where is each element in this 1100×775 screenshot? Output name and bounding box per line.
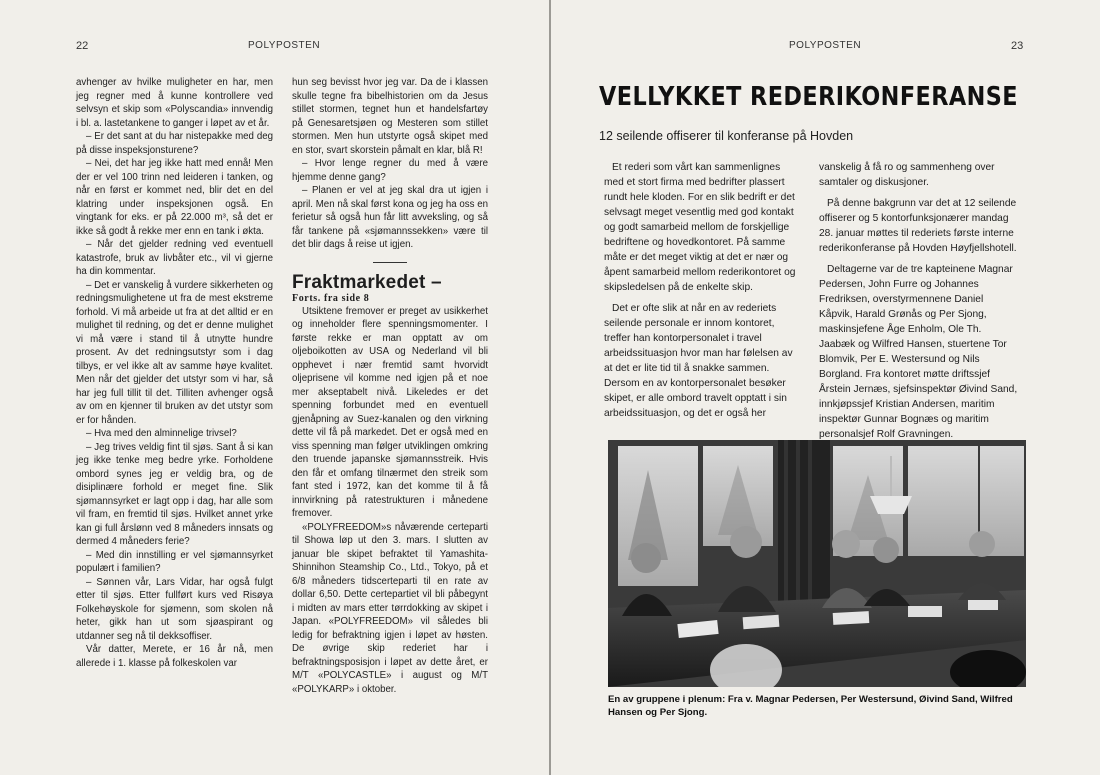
section-divider <box>373 262 407 263</box>
paragraph: På denne bakgrunn var det at 12 seilende offiserer og 5 kontorfunksjonærer mandag 28. januar møttes til rederiets første interne rederikonferanse på Hovden Høyfjellshotell. <box>819 198 1017 254</box>
paragraph: – Det er vanskelig å vurdere sikkerheten og redningsmulighetene ut fra de mest ekstreme forhold. Vi må arbeide ut fra at det alltid er en mulighet til redning, og det er denne mulighet vi må være i stand til å utnytte hundre prosent. Av det redningsutstyr som i dag tilbys, er vel ikke alt av samme høye kvalitet. Men når det gjelder det utstyr som vi har, så har jeg full tillit til det. Tilliten avhenger også av om en kjenner til bruken av det utstyr som er for hånden. <box>76 279 273 426</box>
left-column-1 <box>76 76 273 670</box>
paragraph: – Jeg trives veldig fint til sjøs. Sant å si kan jeg ikke tenke meg bedre yrke. Forholdene ombord synes jeg er veldig bra, og de disiplinære forhold er meget fine. Slik sjømannsyrket er lagt opp i dag, har alle som vil fram, en fremtid til sjøs. Hvilket annet yrke kan gi full årslønn ved 8 måneders innsats og dermed 4 måneders ferie? <box>76 441 273 547</box>
article-title: VELLYKKET REDERIKONFERANSE <box>599 82 1019 112</box>
paragraph: avhenger av hvilke muligheter en har, men jeg regner med å kunne kontrollere ved selvsyn et skip som «Polyscandia» innvendig i bl. a. lastetankene to ganger i løpet av et år. <box>76 77 273 129</box>
paragraph: Deltagerne var de tre kapteinene Magnar Pedersen, John Furre og Johannes Fredriksen, overstyrmennene Daniel Kåpvik, Harald Grønås og Per Sjong, maskinsjefene Åge Enholm, Ole Th. Jaabæk og Wilfred Hansen, stuertene Tor Blomvik, Per E. Westersund og Nils Borgland. Fra kontoret møtte driftssjef Årstein Jernæs, sjefsinspektør Øivind Sand, innkjøpssjef Kristian Andersen, maritim inspektør Gunnar Bognæs og maritim personalsjef Rolf Gravningen. <box>819 264 1018 440</box>
paragraph: – Når det gjelder redning ved eventuell katastrofe, bruk av livbåter etc., vil vi gjerne ha din kommentar. <box>76 239 273 277</box>
continued-note: Forts. fra side 8 <box>292 292 370 304</box>
paragraph: – Hvor lenge regner du med å være hjemme denne gang? <box>292 158 488 183</box>
page-number-left: 22 <box>76 40 89 52</box>
paragraph: – Planen er vel at jeg skal dra ut igjen i april. Men nå skal først kona og jeg ha oss en ferietur så også hun får litt avveksling, og så får tankene på «sjømannssekken» være til det blir dags å reise ut igjen. <box>292 185 488 250</box>
paragraph: – Er det sant at du har nistepakke med deg på disse inspeksjonsturene? <box>76 131 273 156</box>
paragraph: hun seg bevisst hvor jeg var. Da de i klassen skulle tegne fra bibelhistorien om da Jesus stillet stormen, tegnet hun et handelsfartøy på Genesaretsjøen og Mesteren som stillet stormen. Men hun utstyrte også skipet med en stor, svart skorstein påmalt en klar, blå R! <box>292 77 488 156</box>
paragraph: «POLYFREEDOM»s nåværende certeparti til Showa løp ut den 3. mars. I slutten av januar ble skipet befraktet til Yamashita-Shinnihon Steamship Co., Ltd., Tokyo, på et 6/8 måneders tidscerteparti til en rate av dollar 6,50. Dette certepartiet vil bli påbegynt i midten av mars etter tørrdokking av skipet i Japan. «POLYFREEDOM» vil således bli ledig for befraktning igjen i løpet av høsten. De øvrige skip rederiet har i befraktningsposisjon i løpet av dette året, er M/T «POLYCASTLE» i august og M/T «POLYKARP» i oktober. <box>292 521 488 695</box>
left-page <box>0 0 549 775</box>
paragraph: vanskelig å få ro og sammenheng over samtaler og diskusjoner. <box>819 162 995 188</box>
running-head-right: POLYPOSTEN <box>789 40 862 51</box>
photo-caption: En av gruppene i plenum: Fra v. Magnar Pedersen, Per Westersund, Øivind Sand, Wilfred Hansen og Per Sjong. <box>608 694 1013 718</box>
paragraph: – Med din innstilling er vel sjømannsyrket populært i familien? <box>76 549 273 574</box>
paragraph: – Sønnen vår, Lars Vidar, har også fulgt etter til sjøs. Etter fullført kurs ved Risøya Folkehøyskole for sjømenn, som skolen nå heter, gikk han ut som sjøaspirant og utdanner seg nå til dekksoffiser. <box>76 576 273 642</box>
right-page <box>551 0 1100 775</box>
fraktmarkedet-heading: Fraktmarkedet – <box>292 271 442 293</box>
paragraph: Et rederi som vårt kan sammenlignes med et stort firma med bedrifter plassert rundt hele kloden. For en slik bedrift er det selvsagt meget vesentlig med god kontakt og godt samarbeid mellom de forskjellige bedriftene og hovedkontoret. På samme måte er det meget viktig at det er nær og åpent samarbeid mellom rederikontoret og skipsledelsen på de enkelte skip. <box>604 162 796 293</box>
paragraph: Vår datter, Merete, er 16 år nå, men allerede i 1. klasse på folkeskolen var <box>76 644 273 669</box>
conference-photo-illustration <box>608 440 1026 687</box>
right-column-2 <box>819 160 1019 448</box>
paragraph: – Nei, det har jeg ikke hatt med ennå! Men der er vel 100 trinn ned leideren i tanken, og når en først er kommet ned, blir det en del klatring under inspeksjonen også. En vingtank for eks. er på 22.000 m³, så det er ikke så godt å rekke mer enn en tank i økta. <box>76 158 273 237</box>
paragraph: – Hva med den alminnelige trivsel? <box>86 428 237 439</box>
page-number-right: 23 <box>1011 40 1024 52</box>
paragraph: Det er ofte slik at når en av rederiets seilende personale er innom kontoret, treffer han kontorpersonalet i travel arbeidssituasjon hvor man har følelsen av at det er lite tid til å snakke sammen. Dersom en av kontorpersonalet besøker skipet, er alle ombord travelt opptatt i sin arbeidssituasjon, og det er også her <box>604 303 793 419</box>
article-deck: 12 seilende offiserer til konferanse på Hovden <box>599 129 854 143</box>
right-column-1 <box>604 160 802 427</box>
running-head-left: POLYPOSTEN <box>248 40 321 51</box>
paragraph: Utsiktene fremover er preget av usikkerhet og inneholder flere spenningsmomenter. I første rekke er man opptatt av om oljeboikotten av USA og Nederland vil bli opphevet i nær fremtid samt hvorvidt oljeprisene vil komme ned igjen på et noe mer akseptabelt nivå. Likeledes er det spenning forbundet med en eventuell gjenåpning av Suez-kanalen og den virkning dette vil få på markedet. Det er også med en viss spenning man følger utviklingen omkring den truende japanske sjømannsstreik. Hvis den får et omfang tilnærmet den streik som fant sted i 1972, kan det komme til å få innvirkning på ratestrukturen i månedene fremover. <box>292 305 488 519</box>
left-column-2 <box>292 76 488 696</box>
conference-photo <box>608 440 1026 687</box>
